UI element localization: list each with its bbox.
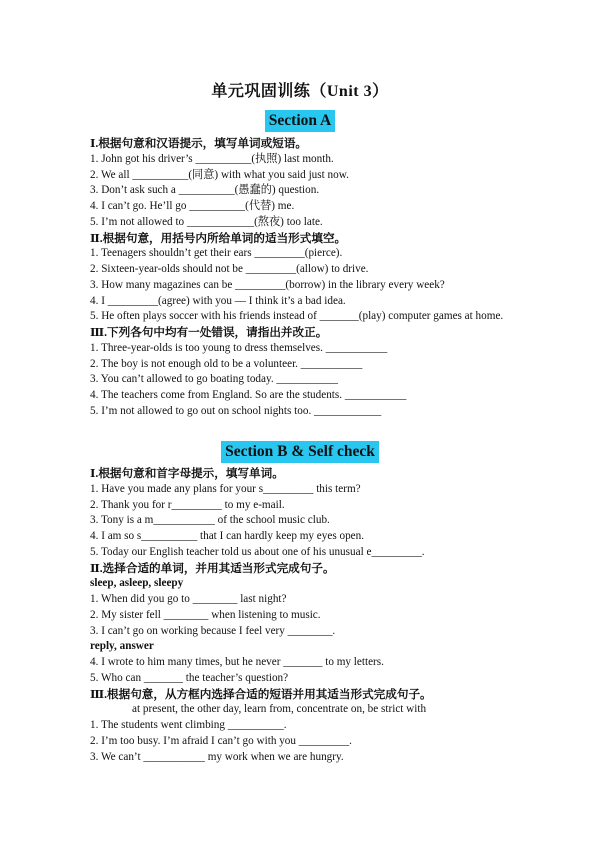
question: 3. You can’t allowed to go boating today. ___________ [90, 373, 338, 386]
question: 5. Who can _______ the teacher’s question? [90, 671, 289, 684]
question: 5. He often plays soccer with his friends instead of _______(play) computer games at home. [90, 310, 504, 323]
question: 3. How many magazines can be _________(borrow) in the library every week? [90, 278, 445, 291]
section-b-banner [0, 441, 600, 463]
question: 4. I _________(agree) with you — I think it’s a bad idea. [90, 294, 346, 307]
question: 2. We all __________(同意) with what you said just now. [90, 168, 349, 181]
question: 4. I wrote to him many times, but he never _______ to my letters. [90, 656, 384, 668]
question: 3. Tony is a m___________ of the school music club. [90, 514, 330, 527]
section-a-part3-heading: Ⅲ.下列各句中均有一处错误，请指出并改正。 [90, 326, 328, 339]
question: 1. When did you go to ________ last night? [90, 593, 287, 605]
question: 3. Don’t ask such a __________(愚蠢的) question. [90, 184, 320, 197]
question: 1. Have you made any plans for your s_________ this term? [90, 482, 361, 495]
question: 5. Today our English teacher told us about one of his unusual e_________. [90, 545, 425, 558]
question: 5. I’m not allowed to go out on school nights too. ____________ [90, 404, 382, 417]
question: 2. My sister fell ________ when listening to music. [90, 608, 321, 621]
question: 3. We can’t ___________ my work when we are hungry. [90, 750, 344, 763]
section-b-body [90, 466, 520, 765]
page-title: 单元巩固训练（Unit 3） [211, 83, 389, 100]
section-a-banner [0, 110, 600, 132]
section-b-part1-heading: Ⅰ.根据句意和首字母提示，填写单词。 [90, 467, 284, 480]
question: 5. I’m not allowed to ____________(熬夜) too late. [90, 215, 323, 228]
word-list: sleep, asleep, sleepy [90, 577, 184, 590]
question: 2. Thank you for r_________ to my e-mail. [90, 498, 285, 511]
question: 2. I’m too busy. I’m afraid I can’t go with you _________. [90, 734, 352, 747]
question: 2. Sixteen-year-olds should not be _________(allow) to drive. [90, 263, 369, 275]
section-b-part3-heading: Ⅲ.根据句意，从方框内选择合适的短语并用其适当形式完成句子。 [90, 687, 432, 701]
question: 1. John got his driver’s __________(执照) last month. [90, 152, 334, 165]
word-list: reply, answer [90, 640, 154, 653]
section-a-title: Section A [265, 110, 335, 132]
question: 3. I can’t go on working because I feel very ________. [90, 624, 336, 637]
section-a-body [90, 136, 520, 420]
phrase-box: at present, the other day, learn from, concentrate on, be strict with [132, 703, 427, 716]
section-b-title: Section B & Self check [221, 441, 379, 463]
section-a-part2-heading: Ⅱ.根据句意，用括号内所给单词的适当形式填空。 [90, 231, 347, 245]
question: 4. I am so s__________ that I can hardly keep my eyes open. [90, 530, 365, 542]
question: 1. Teenagers shouldn’t get their ears _________(pierce). [90, 247, 343, 260]
question: 4. The teachers come from England. So are the students. ___________ [90, 389, 407, 401]
section-a-part1-heading: Ⅰ.根据句意和汉语提示，填写单词或短语。 [90, 137, 308, 150]
question: 1. Three-year-olds is too young to dress themselves. ___________ [90, 341, 388, 354]
question: 2. The boy is not enough old to be a volunteer. ___________ [90, 357, 363, 370]
section-b-part2-heading: Ⅱ.选择合适的单词，并用其适当形式完成句子。 [90, 561, 335, 575]
question: 4. I can’t go. He’ll go __________(代替) me. [90, 200, 295, 212]
question: 1. The students went climbing __________. [90, 719, 287, 731]
